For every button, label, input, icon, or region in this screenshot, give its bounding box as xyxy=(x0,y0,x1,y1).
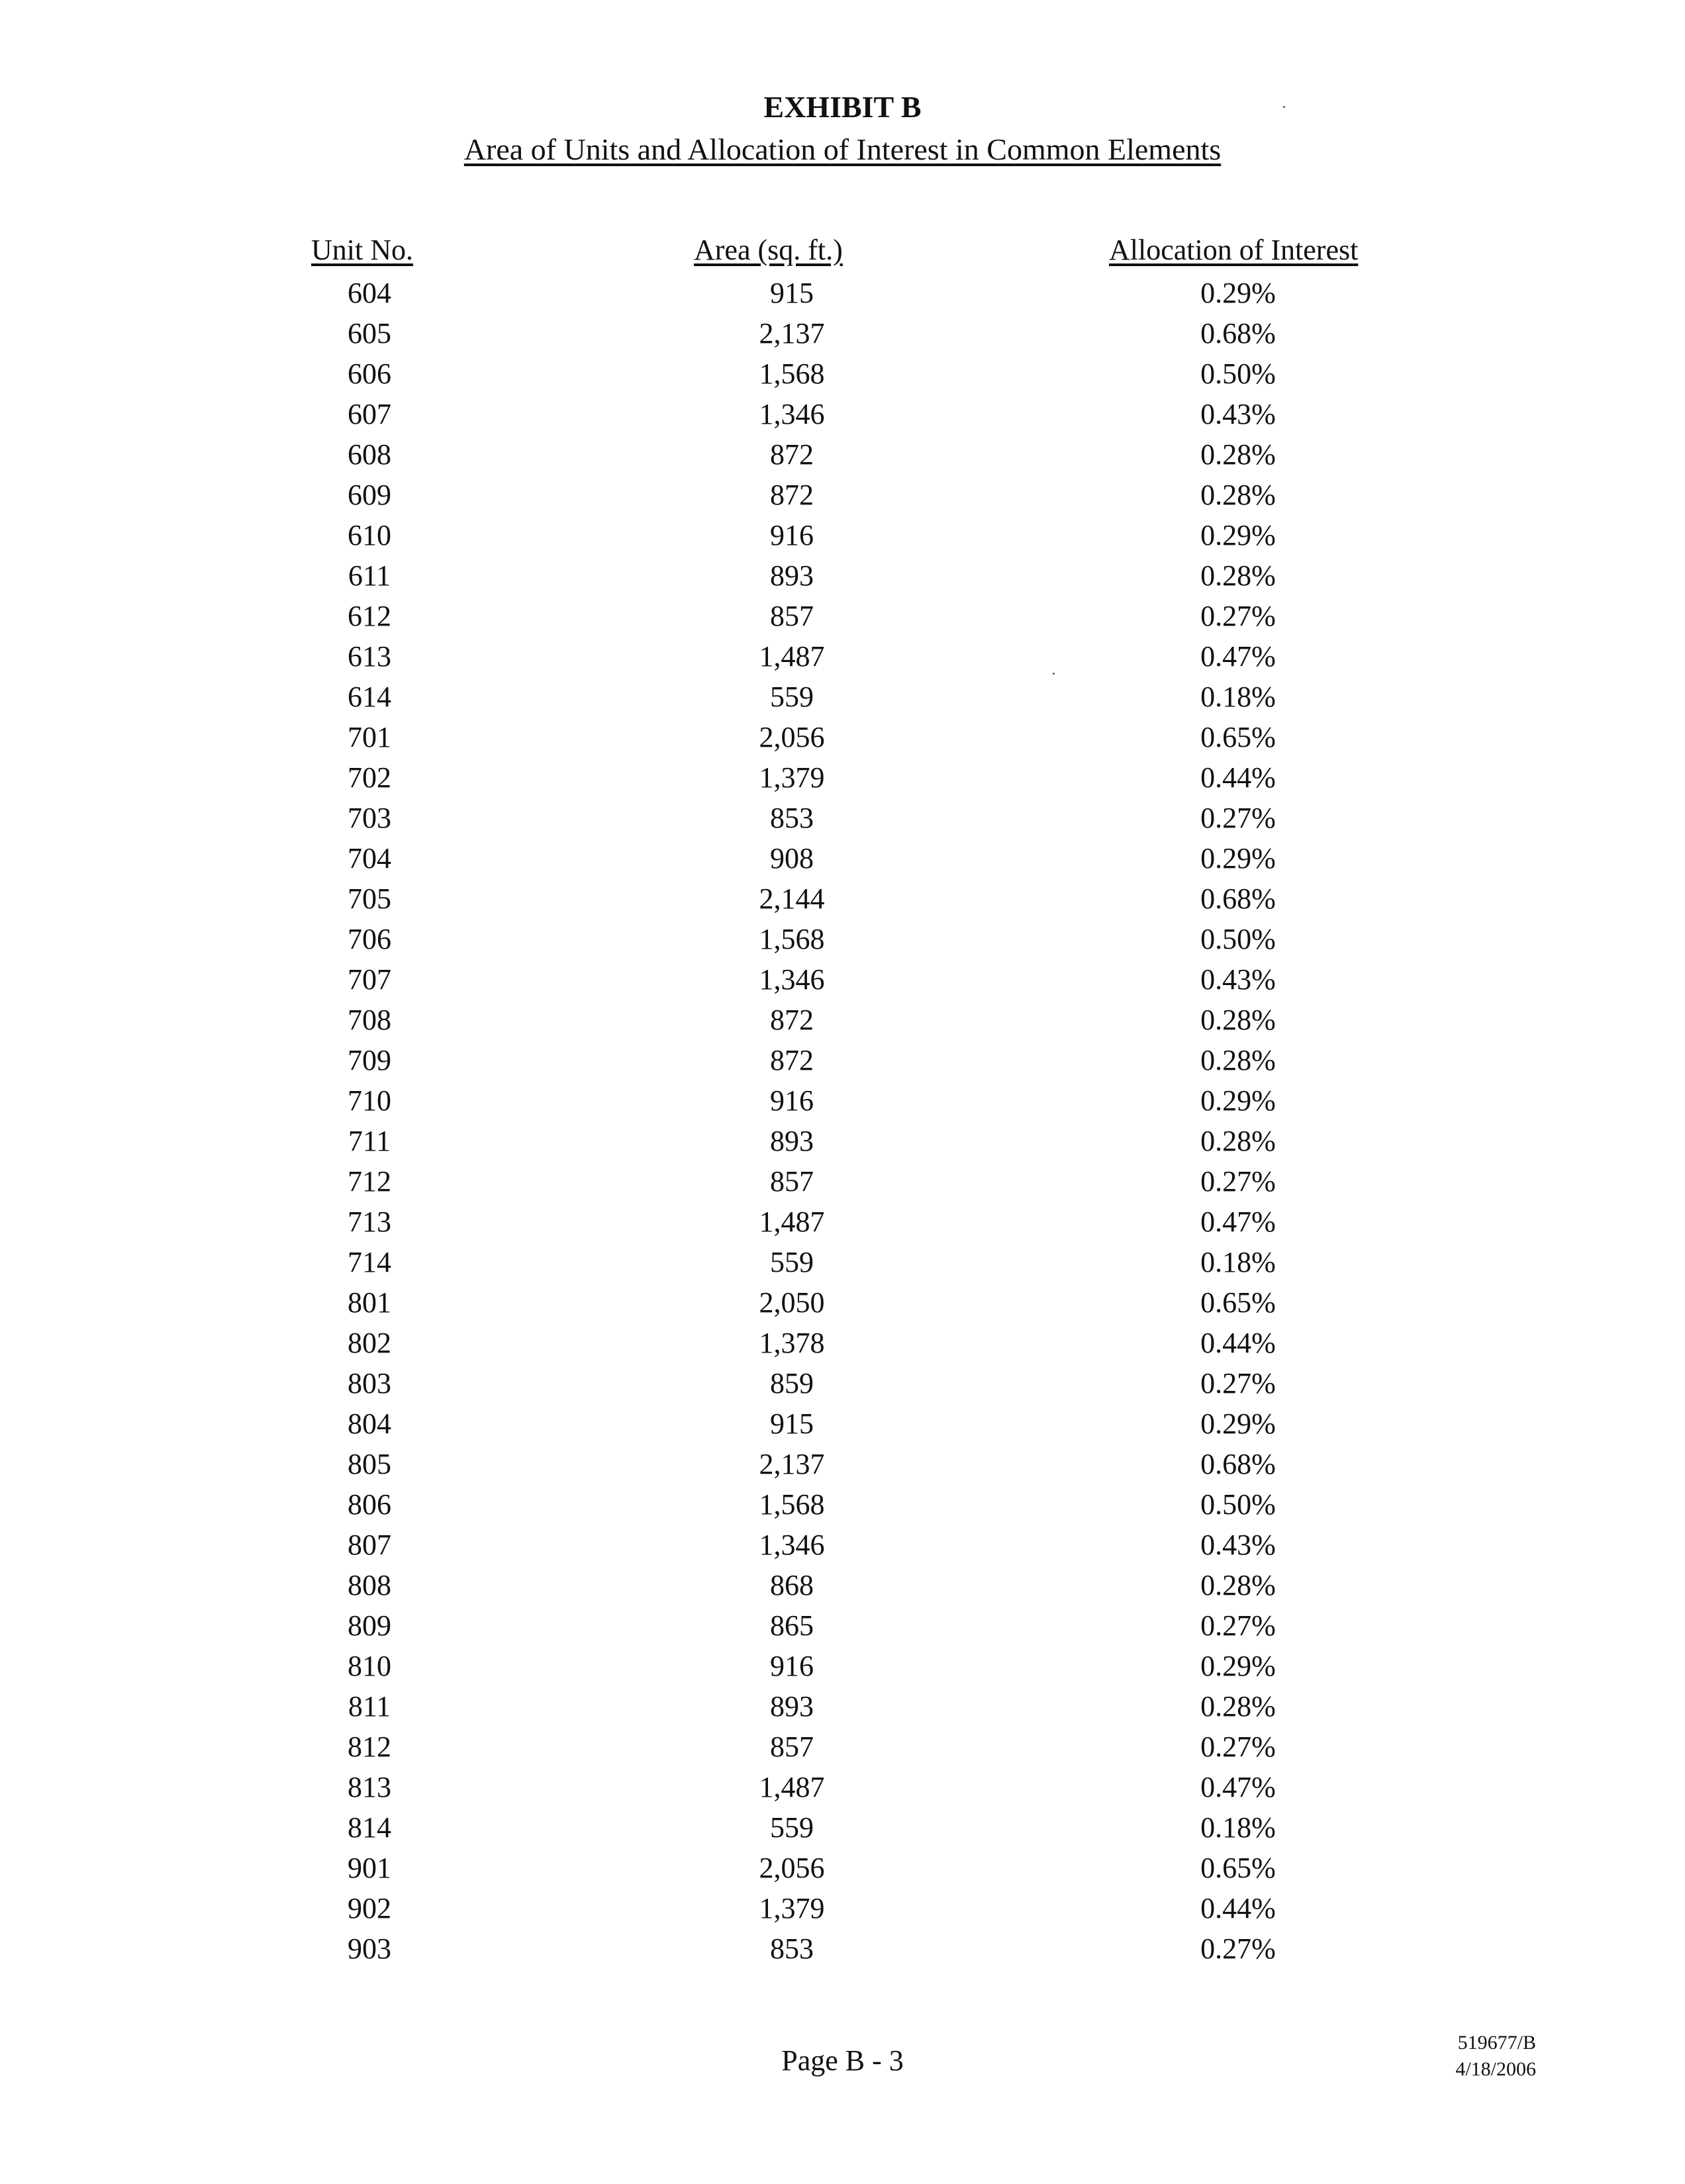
unit-number-cell: 802 xyxy=(348,1327,391,1359)
unit-number-cell: 713 xyxy=(348,1206,391,1238)
unit-number-cell: 803 xyxy=(348,1367,391,1400)
unit-number-cell: 607 xyxy=(348,398,391,430)
allocation-cell: 0.18% xyxy=(1200,1246,1276,1278)
table-row xyxy=(0,717,1685,757)
allocation-cell: 0.68% xyxy=(1200,317,1276,350)
unit-number-cell: 613 xyxy=(348,640,391,673)
table-body xyxy=(0,273,1685,1969)
allocation-cell: 0.28% xyxy=(1200,559,1276,592)
area-cell: 1,487 xyxy=(759,640,825,673)
table-row xyxy=(0,1363,1685,1403)
table-row xyxy=(0,1444,1685,1484)
allocation-cell: 0.18% xyxy=(1200,1811,1276,1844)
area-cell: 872 xyxy=(770,1044,814,1076)
area-cell: 908 xyxy=(770,842,814,875)
table-row xyxy=(0,1282,1685,1323)
area-cell: 559 xyxy=(770,1246,814,1278)
unit-number-cell: 706 xyxy=(348,923,391,955)
unit-number-cell: 814 xyxy=(348,1811,391,1844)
table-row xyxy=(0,313,1685,354)
table-row xyxy=(0,959,1685,1000)
table-row xyxy=(0,677,1685,717)
allocation-cell: 0.28% xyxy=(1200,1569,1276,1601)
area-cell: 1,379 xyxy=(759,1892,825,1924)
allocation-cell: 0.29% xyxy=(1200,842,1276,875)
unit-number-cell: 707 xyxy=(348,963,391,996)
allocation-cell: 0.29% xyxy=(1200,277,1276,309)
area-cell: 915 xyxy=(770,1407,814,1440)
area-cell: 872 xyxy=(770,479,814,511)
area-cell: 2,056 xyxy=(759,721,825,753)
allocation-cell: 0.44% xyxy=(1200,1327,1276,1359)
allocation-cell: 0.27% xyxy=(1200,1367,1276,1400)
area-cell: 853 xyxy=(770,802,814,834)
unit-number-cell: 809 xyxy=(348,1609,391,1642)
area-cell: 865 xyxy=(770,1609,814,1642)
allocation-cell: 0.68% xyxy=(1200,1448,1276,1480)
allocation-cell: 0.28% xyxy=(1200,1004,1276,1036)
unit-number-cell: 704 xyxy=(348,842,391,875)
unit-number-cell: 710 xyxy=(348,1084,391,1117)
table-row xyxy=(0,1686,1685,1727)
allocation-cell: 0.47% xyxy=(1200,1771,1276,1803)
unit-number-cell: 705 xyxy=(348,882,391,915)
allocation-cell: 0.27% xyxy=(1200,802,1276,834)
area-cell: 872 xyxy=(770,1004,814,1036)
area-cell: 915 xyxy=(770,277,814,309)
area-cell: 2,144 xyxy=(759,882,825,915)
allocation-cell: 0.28% xyxy=(1200,438,1276,471)
table-row xyxy=(0,1727,1685,1767)
table-row xyxy=(0,1605,1685,1646)
unit-number-cell: 902 xyxy=(348,1892,391,1924)
document-date: 4/18/2006 xyxy=(1455,2058,1536,2080)
allocation-cell: 0.65% xyxy=(1200,1286,1276,1319)
table-row xyxy=(0,434,1685,475)
allocation-cell: 0.65% xyxy=(1200,1852,1276,1884)
exhibit-title: EXHIBIT B xyxy=(763,90,922,124)
allocation-cell: 0.50% xyxy=(1200,357,1276,390)
table-row xyxy=(0,1242,1685,1282)
table-row xyxy=(0,1403,1685,1444)
allocation-cell: 0.27% xyxy=(1200,1932,1276,1965)
allocation-cell: 0.44% xyxy=(1200,1892,1276,1924)
page-number: Page B - 3 xyxy=(781,2044,904,2077)
table-row xyxy=(0,838,1685,878)
table-row xyxy=(0,1525,1685,1565)
table-row xyxy=(0,273,1685,313)
table-row xyxy=(0,1807,1685,1848)
document-number: 519677/B xyxy=(1457,2032,1536,2054)
area-cell: 1,568 xyxy=(759,923,825,955)
unit-number-cell: 801 xyxy=(348,1286,391,1319)
table-row xyxy=(0,1928,1685,1969)
unit-number-cell: 708 xyxy=(348,1004,391,1036)
unit-number-cell: 806 xyxy=(348,1488,391,1521)
area-cell: 916 xyxy=(770,1650,814,1682)
unit-number-cell: 804 xyxy=(348,1407,391,1440)
table-row xyxy=(0,1040,1685,1080)
area-cell: 2,050 xyxy=(759,1286,825,1319)
unit-number-cell: 810 xyxy=(348,1650,391,1682)
area-cell: 1,378 xyxy=(759,1327,825,1359)
area-cell: 893 xyxy=(770,1690,814,1723)
allocation-cell: 0.43% xyxy=(1200,963,1276,996)
unit-number-cell: 604 xyxy=(348,277,391,309)
column-header-unit: Unit No. xyxy=(311,234,413,266)
unit-number-cell: 610 xyxy=(348,519,391,551)
table-row xyxy=(0,878,1685,919)
allocation-cell: 0.68% xyxy=(1200,882,1276,915)
area-cell: 2,137 xyxy=(759,317,825,350)
allocation-cell: 0.27% xyxy=(1200,1609,1276,1642)
area-cell: 559 xyxy=(770,1811,814,1844)
unit-number-cell: 608 xyxy=(348,438,391,471)
table-row xyxy=(0,596,1685,636)
table-row xyxy=(0,475,1685,515)
unit-number-cell: 712 xyxy=(348,1165,391,1198)
scan-speck xyxy=(1283,106,1285,108)
allocation-cell: 0.27% xyxy=(1200,1731,1276,1763)
table-row xyxy=(0,1767,1685,1807)
table-row xyxy=(0,1202,1685,1242)
table-row xyxy=(0,757,1685,798)
table-row xyxy=(0,1848,1685,1888)
area-cell: 916 xyxy=(770,1084,814,1117)
allocation-cell: 0.28% xyxy=(1200,1125,1276,1157)
allocation-cell: 0.27% xyxy=(1200,1165,1276,1198)
unit-number-cell: 811 xyxy=(348,1690,391,1723)
table-row xyxy=(0,1484,1685,1525)
area-cell: 1,568 xyxy=(759,1488,825,1521)
allocation-cell: 0.50% xyxy=(1200,923,1276,955)
table-row xyxy=(0,354,1685,394)
allocation-cell: 0.28% xyxy=(1200,1690,1276,1723)
table-row xyxy=(0,1161,1685,1202)
unit-number-cell: 703 xyxy=(348,802,391,834)
allocation-cell: 0.50% xyxy=(1200,1488,1276,1521)
column-header-allocation: Allocation of Interest xyxy=(1109,234,1359,266)
area-cell: 853 xyxy=(770,1932,814,1965)
area-cell: 1,487 xyxy=(759,1206,825,1238)
table-row xyxy=(0,394,1685,434)
allocation-cell: 0.65% xyxy=(1200,721,1276,753)
area-cell: 1,379 xyxy=(759,761,825,794)
area-cell: 1,568 xyxy=(759,357,825,390)
area-cell: 868 xyxy=(770,1569,814,1601)
area-cell: 857 xyxy=(770,1165,814,1198)
unit-number-cell: 709 xyxy=(348,1044,391,1076)
unit-number-cell: 702 xyxy=(348,761,391,794)
table-row xyxy=(0,919,1685,959)
area-cell: 859 xyxy=(770,1367,814,1400)
unit-number-cell: 606 xyxy=(348,357,391,390)
unit-number-cell: 611 xyxy=(348,559,391,592)
allocation-cell: 0.29% xyxy=(1200,519,1276,551)
area-cell: 2,056 xyxy=(759,1852,825,1884)
exhibit-subtitle: Area of Units and Allocation of Interest in Common Elements xyxy=(463,132,1222,166)
table-row xyxy=(0,1646,1685,1686)
unit-number-cell: 805 xyxy=(348,1448,391,1480)
unit-number-cell: 714 xyxy=(348,1246,391,1278)
area-cell: 857 xyxy=(770,600,814,632)
unit-number-cell: 605 xyxy=(348,317,391,350)
document-reference xyxy=(1377,2030,1536,2083)
table-row xyxy=(0,798,1685,838)
table-row xyxy=(0,1565,1685,1605)
area-cell: 916 xyxy=(770,519,814,551)
column-header-area: Area (sq. ft.) xyxy=(694,234,843,266)
allocation-cell: 0.28% xyxy=(1200,1044,1276,1076)
allocation-cell: 0.18% xyxy=(1200,681,1276,713)
area-cell: 872 xyxy=(770,438,814,471)
allocation-cell: 0.29% xyxy=(1200,1650,1276,1682)
area-cell: 1,346 xyxy=(759,398,825,430)
table-row xyxy=(0,555,1685,596)
unit-number-cell: 609 xyxy=(348,479,391,511)
allocation-cell: 0.43% xyxy=(1200,398,1276,430)
unit-number-cell: 812 xyxy=(348,1731,391,1763)
allocation-cell: 0.28% xyxy=(1200,479,1276,511)
unit-number-cell: 701 xyxy=(348,721,391,753)
unit-number-cell: 612 xyxy=(348,600,391,632)
table-row xyxy=(0,636,1685,677)
area-cell: 893 xyxy=(770,1125,814,1157)
area-cell: 893 xyxy=(770,559,814,592)
area-cell: 559 xyxy=(770,681,814,713)
unit-number-cell: 813 xyxy=(348,1771,391,1803)
unit-number-cell: 808 xyxy=(348,1569,391,1601)
allocation-cell: 0.29% xyxy=(1200,1407,1276,1440)
table-row xyxy=(0,1323,1685,1363)
table-row xyxy=(0,1121,1685,1161)
allocation-cell: 0.27% xyxy=(1200,600,1276,632)
unit-number-cell: 807 xyxy=(348,1529,391,1561)
unit-number-cell: 901 xyxy=(348,1852,391,1884)
area-cell: 1,487 xyxy=(759,1771,825,1803)
table-row xyxy=(0,1000,1685,1040)
allocation-cell: 0.44% xyxy=(1200,761,1276,794)
allocation-cell: 0.43% xyxy=(1200,1529,1276,1561)
table-row xyxy=(0,1888,1685,1928)
unit-number-cell: 614 xyxy=(348,681,391,713)
area-cell: 857 xyxy=(770,1731,814,1763)
unit-number-cell: 903 xyxy=(348,1932,391,1965)
area-cell: 1,346 xyxy=(759,963,825,996)
table-row xyxy=(0,515,1685,555)
unit-number-cell: 711 xyxy=(348,1125,391,1157)
table-row xyxy=(0,1080,1685,1121)
allocation-cell: 0.47% xyxy=(1200,640,1276,673)
area-cell: 1,346 xyxy=(759,1529,825,1561)
area-cell: 2,137 xyxy=(759,1448,825,1480)
allocation-cell: 0.29% xyxy=(1200,1084,1276,1117)
allocation-cell: 0.47% xyxy=(1200,1206,1276,1238)
scan-speck xyxy=(1053,673,1055,675)
